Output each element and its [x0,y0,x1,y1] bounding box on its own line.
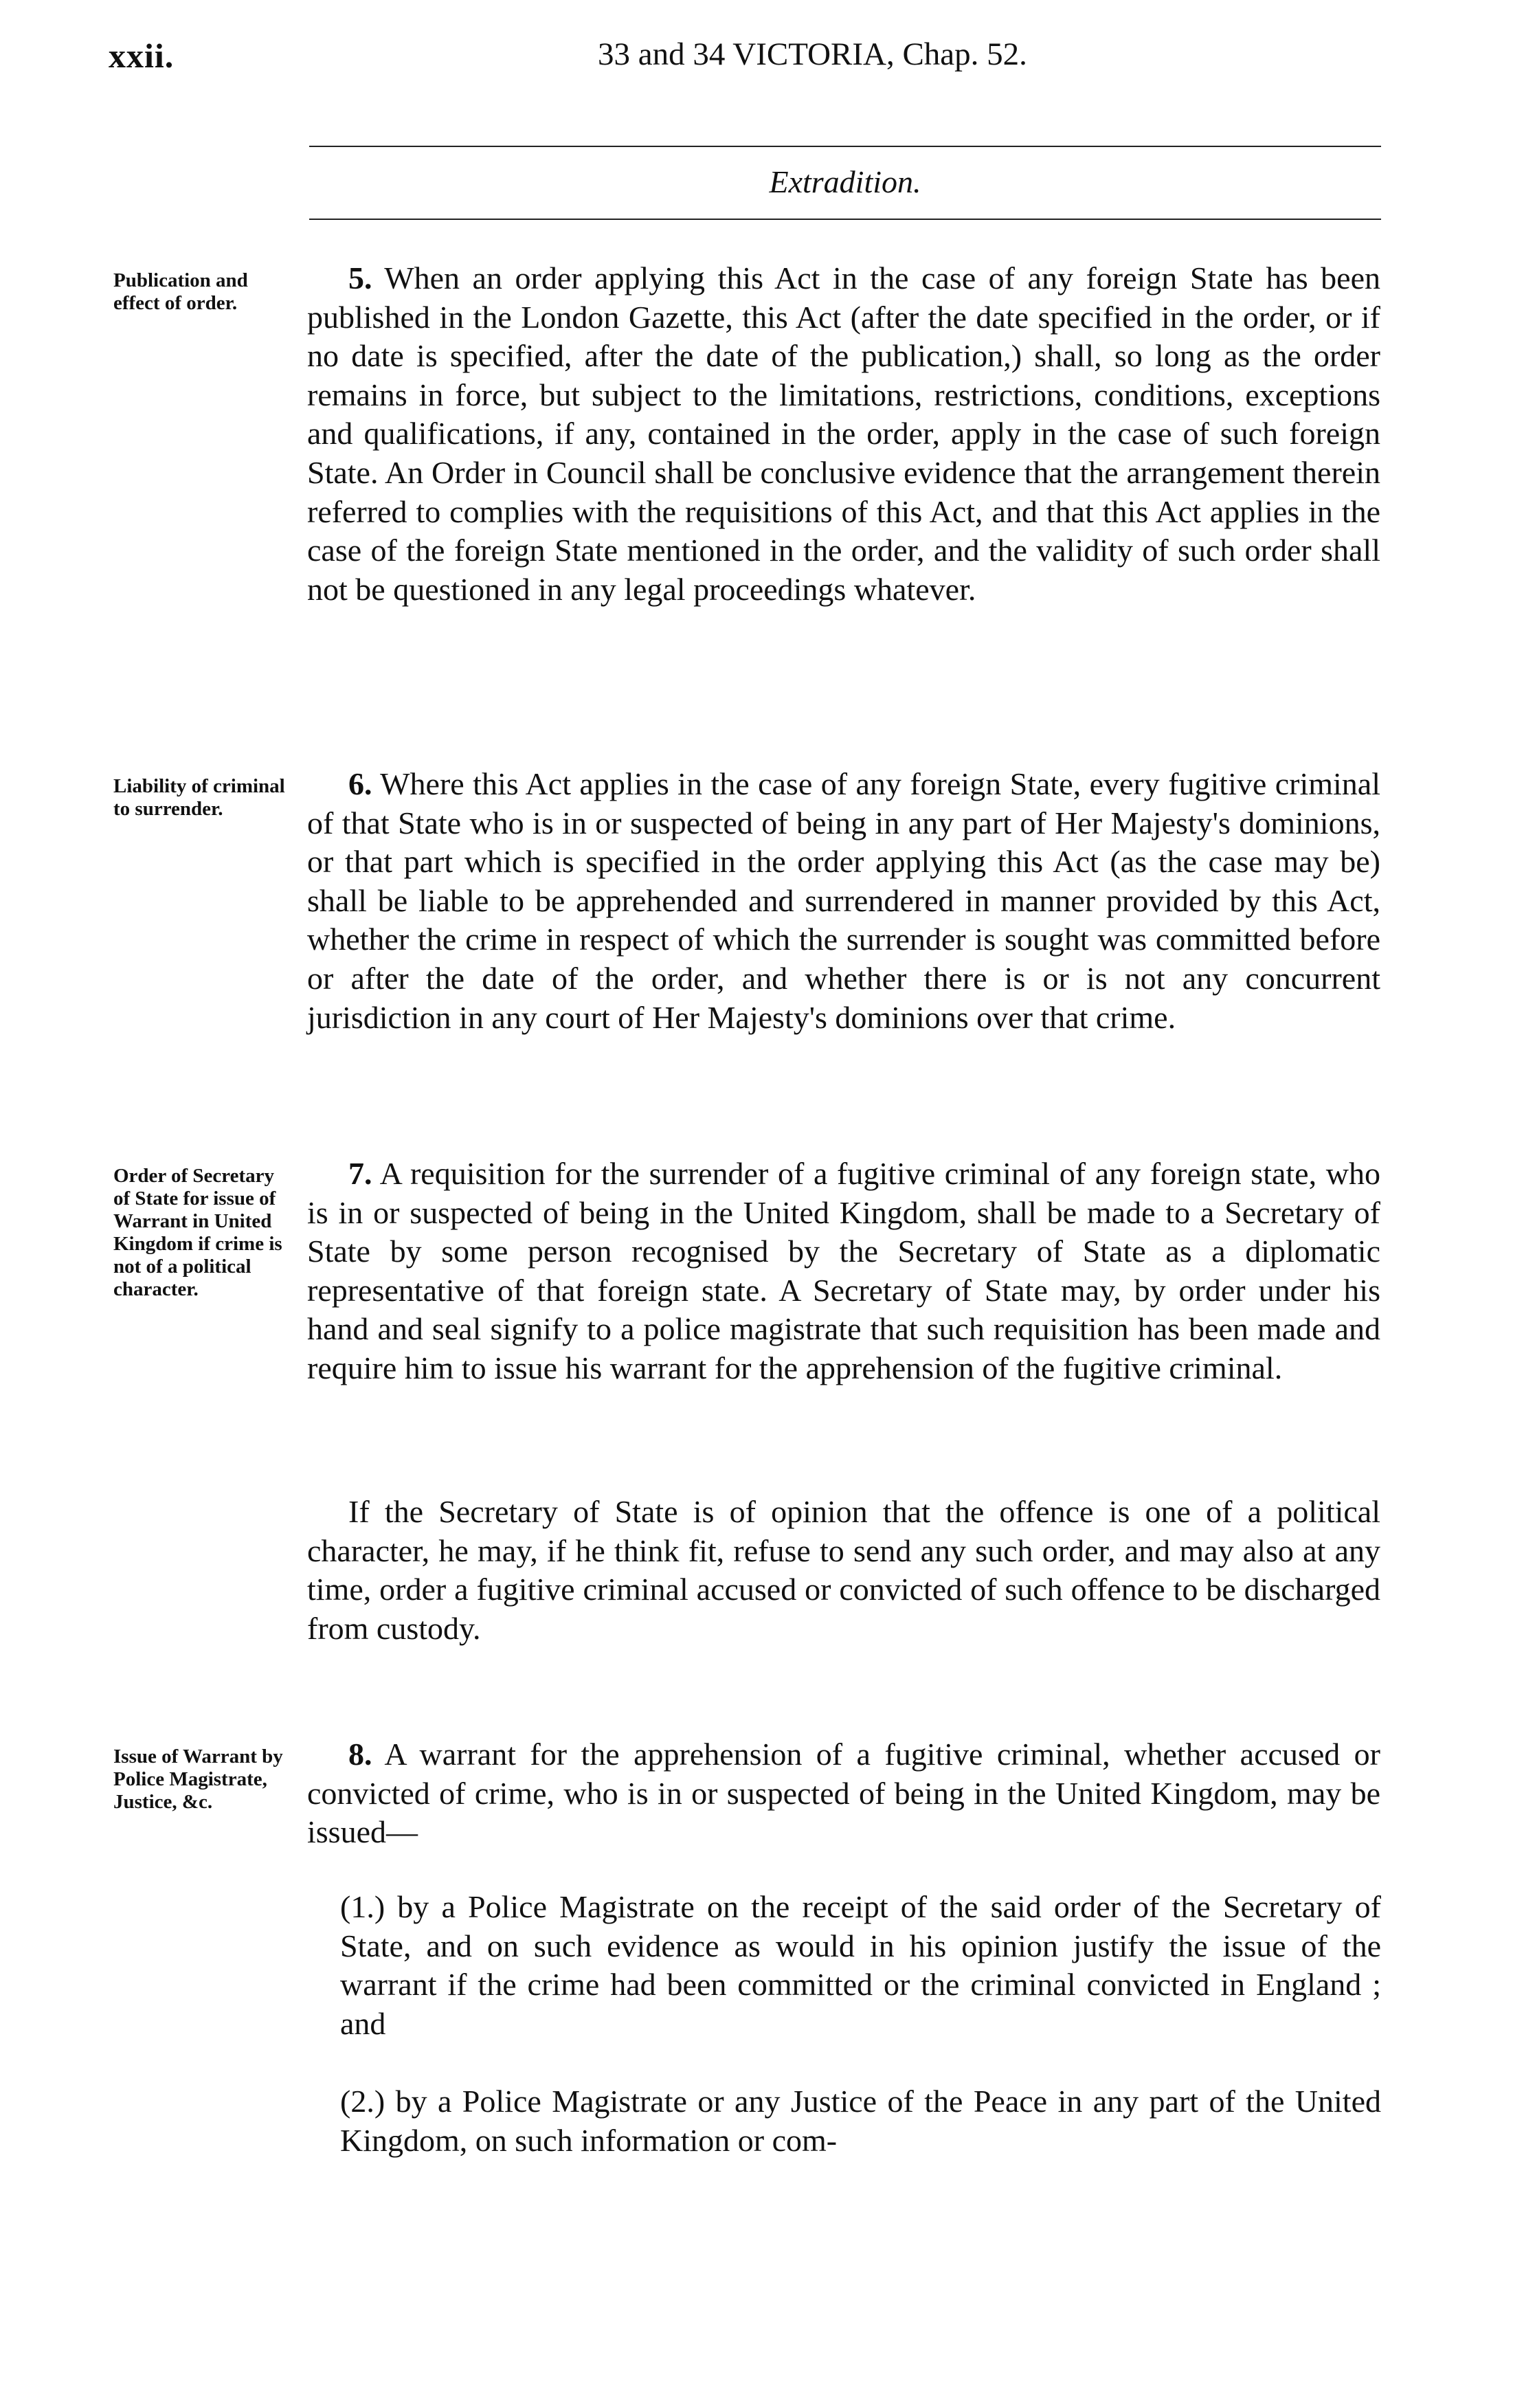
subclause-1 [340,1888,1381,2043]
running-head: 33 and 34 VICTORIA, Chap. 52. [598,36,1027,72]
header-rule-bottom [309,219,1381,220]
section-number: 8. [348,1737,372,1772]
subclause-2 [340,2082,1381,2160]
subclause-label: (1.) [340,1889,385,1924]
section-number: 5. [348,260,372,296]
margin-note: Publication and effect of order. [113,269,248,314]
section-body [307,1155,1380,1388]
margin-note: Issue of Warrant by Police Magistrate, Justice, &c. [113,1746,283,1813]
section-number: 6. [348,766,372,801]
margin-note: Order of Secretary of State for issue of Warrant in United Kingdom if crime is not of a political character. [113,1165,282,1300]
section-text: A warrant for the apprehension of a fugitive criminal, whether accused or convicted of crime, who is in or suspected of being in the United Kingdom, may be issued— [307,1737,1380,1850]
margin-note: Liability of criminal to surrender. [113,775,285,820]
section-number: 7. [348,1156,372,1191]
subclause-text: by a Police Magistrate or any Justice of the Peace in any part of the United Kingdom, on such information or com- [340,2084,1382,2158]
section-text: Where this Act applies in the case of any foreign State, every fugitive criminal of that State who is in or suspected of being in any part of Her Majesty's dominions, or that part which is specified in the order applying this Act (as the case may be) shall be liable to be apprehended and surrendered in manner provided by this Act, whether the crime in respect of which the surrender is sought was committed before or after the date of the order, and whether there is or is not any concurrent jurisdiction in any court of Her Majesty's dominions over that crime. [307,766,1381,1035]
section-body [307,765,1380,1037]
section-continuation: If the Secretary of State is of opinion that the offence is one of a political character, he may, if he think fit, refuse to send any such order, and may also at any time, order a fugitive criminal accused or convicted of such offence to be discharged from custody. [307,1494,1380,1646]
page-number: xxii. [109,36,175,75]
section-body [307,259,1380,609]
section-text: When an order applying this Act in the case of any foreign State has been published in the London Gazette, this Act (after the date specified in the order, or if no date is specified, after the date of the publication,) shall, so long as the order remains in force, but subject to the limitations, restrictions, conditions, exceptions and qualifications, if any, contained in the order, apply in the case of such foreign State. An Order in Council shall be conclusive evidence that the arrangement therein referred to complies with the requisitions of this Act, and that this Act applies in the case of the foreign State mentioned in the order, and the validity of such order shall not be questioned in any legal proceedings whatever. [307,260,1381,607]
section-text: A requisition for the surrender of a fugitive criminal of any foreign state, who is in or suspected of being in the United Kingdom, shall be made to a Secretary of State by some person recognised by the Secretary of State as a diplomatic representative of that foreign state. A Secretary of State may, by order under his hand and seal signify to a police magistrate that such requisition has been made and require him to issue his warrant for the apprehension of the fugitive criminal. [307,1156,1380,1385]
subclause-label: (2.) [340,2084,385,2119]
subclause-text: by a Police Magistrate on the receipt of the said order of the Secretary of State, and on such evidence as would in his opinion justify the issue of the warrant if the crime had been committed or the criminal convicted in England ; and [340,1889,1382,2041]
header-rule-top [309,146,1381,147]
section-subheading: Extradition. [769,164,921,199]
section-body [307,1735,1380,1852]
